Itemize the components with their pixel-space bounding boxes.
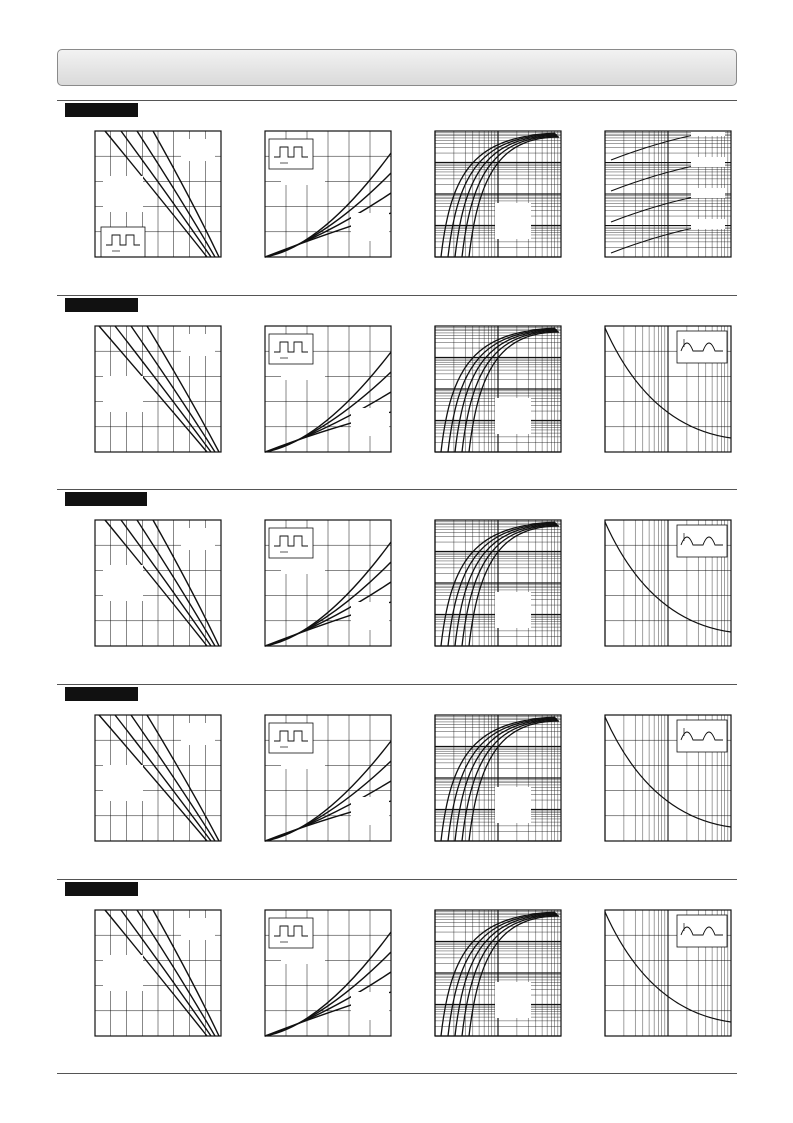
label-mask [351, 797, 389, 825]
characteristic-graph-log-a [435, 131, 561, 257]
label-mask [351, 213, 389, 241]
label-mask [103, 176, 143, 212]
label-mask [281, 169, 325, 185]
label-mask [495, 592, 531, 628]
section-tag [65, 882, 138, 896]
characteristic-graph-lin-b [265, 131, 391, 257]
waveform-icon-bg [269, 918, 313, 948]
page-header-bar [57, 49, 737, 86]
label-mask [181, 139, 215, 161]
label-mask [281, 753, 325, 769]
characteristic-graph-log-a [435, 520, 561, 646]
label-mask [281, 558, 325, 574]
section-rule [57, 489, 737, 490]
half-sine-icon [677, 331, 727, 363]
label-mask [181, 723, 215, 745]
label-mask [103, 376, 143, 412]
label-mask [281, 948, 325, 964]
characteristic-graph-log-b [605, 131, 731, 257]
label-mask [495, 398, 531, 434]
characteristic-graph-log-a [435, 715, 561, 841]
label-mask [351, 602, 389, 630]
half-sine-icon-bg [677, 525, 727, 557]
section-rule [57, 295, 737, 296]
half-sine-icon [677, 915, 727, 947]
waveform-icon-bg [269, 723, 313, 753]
label-mask [281, 364, 325, 380]
characteristic-graph-log-b [605, 715, 731, 841]
label-mask [103, 955, 143, 991]
label-mask [495, 203, 531, 239]
characteristic-graph-lin-a [95, 910, 221, 1036]
footer-rule [57, 1073, 737, 1074]
waveform-icon [269, 139, 313, 169]
section-tag [65, 687, 138, 701]
section-rule [57, 100, 737, 101]
waveform-icon-bg [269, 139, 313, 169]
section-rule [57, 879, 737, 880]
label-mask [181, 528, 215, 550]
waveform-icon [269, 723, 313, 753]
waveform-icon [269, 918, 313, 948]
section-tag [65, 103, 138, 117]
characteristic-graph-lin-b [265, 326, 391, 452]
label-mask [691, 157, 725, 167]
label-mask [691, 219, 725, 229]
characteristic-graph-lin-b [265, 910, 391, 1036]
waveform-icon [269, 528, 313, 558]
label-mask [103, 765, 143, 801]
label-mask [351, 408, 389, 436]
half-sine-icon [677, 525, 727, 557]
waveform-icon-bg [101, 227, 145, 257]
characteristic-graph-lin-a [95, 715, 221, 841]
section-tag [65, 492, 147, 506]
waveform-icon-bg [269, 334, 313, 364]
characteristic-graph-lin-b [265, 520, 391, 646]
label-mask [181, 918, 215, 940]
label-mask [495, 787, 531, 823]
characteristic-graph-log-b [605, 326, 731, 452]
half-sine-icon-bg [677, 720, 727, 752]
label-mask [691, 188, 725, 198]
waveform-icon [101, 227, 145, 257]
label-mask [181, 334, 215, 356]
characteristic-graph-log-b [605, 520, 731, 646]
waveform-icon-bg [269, 528, 313, 558]
characteristic-graph-log-b [605, 910, 731, 1036]
half-sine-icon-bg [677, 915, 727, 947]
characteristic-graph-log-a [435, 326, 561, 452]
section-tag [65, 298, 138, 312]
waveform-icon [269, 334, 313, 364]
characteristic-graph-lin-a [95, 326, 221, 452]
characteristic-graph-lin-a [95, 131, 221, 257]
section-rule [57, 684, 737, 685]
label-mask [351, 992, 389, 1020]
half-sine-icon-bg [677, 331, 727, 363]
label-mask [103, 565, 143, 601]
characteristic-graph-log-a [435, 910, 561, 1036]
characteristic-graph-lin-a [95, 520, 221, 646]
characteristic-graph-lin-b [265, 715, 391, 841]
half-sine-icon [677, 720, 727, 752]
label-mask [495, 982, 531, 1018]
